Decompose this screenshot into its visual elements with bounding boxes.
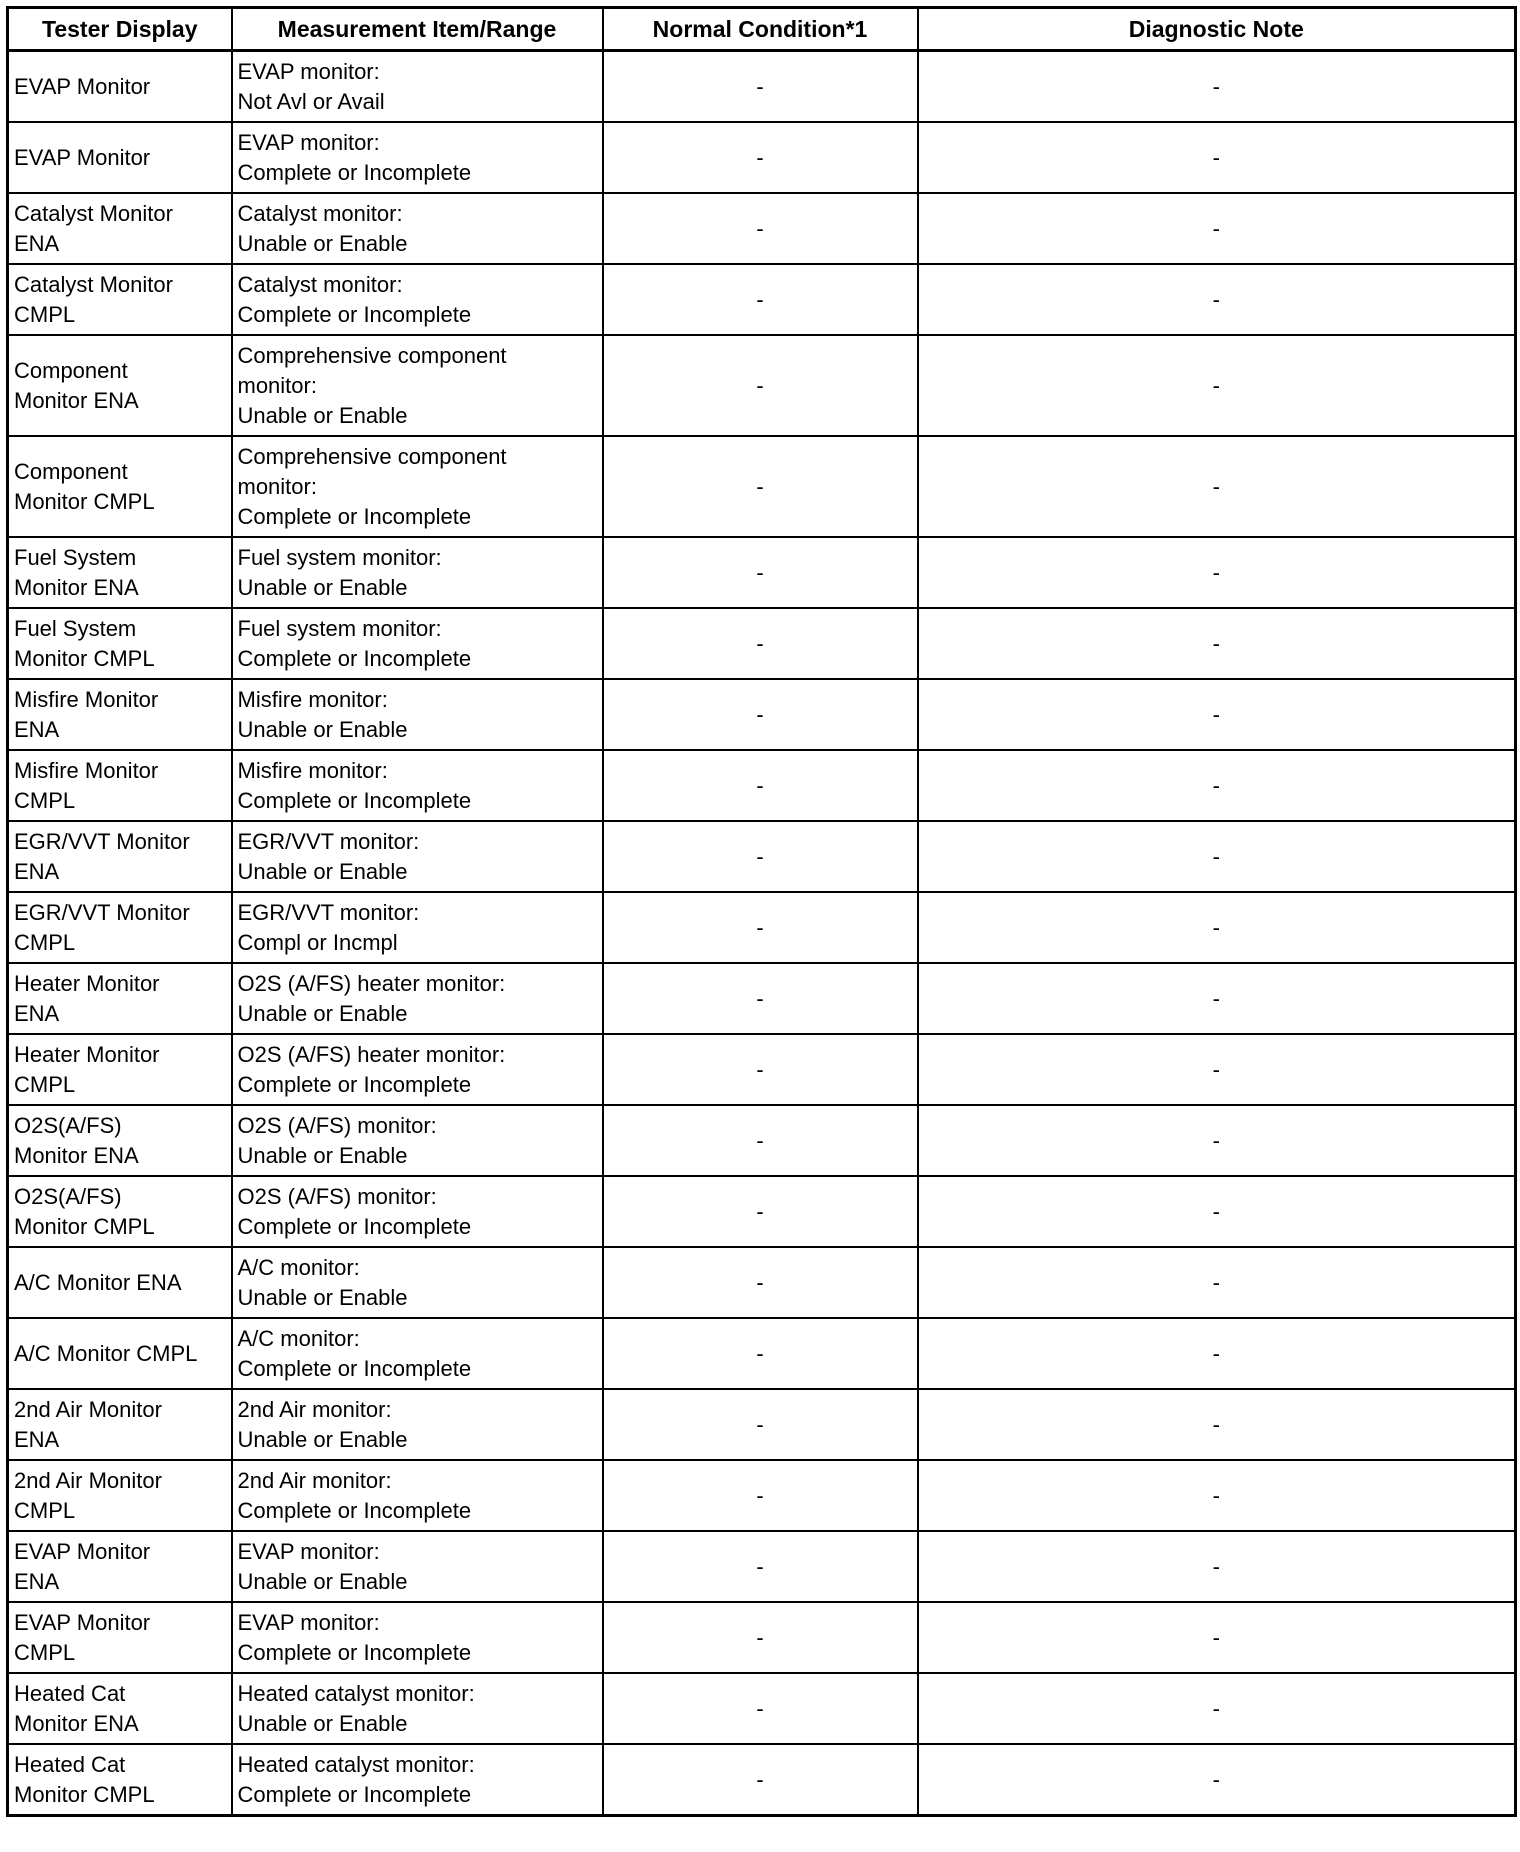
tester-display-cell bbox=[8, 1247, 232, 1318]
normal-condition-cell: - bbox=[603, 1744, 918, 1816]
normal-condition-cell: - bbox=[603, 193, 918, 264]
tester-display-cell bbox=[8, 892, 232, 963]
header-diagnostic-note: Diagnostic Note bbox=[918, 8, 1516, 51]
tester-display-line: O2S(A/FS) bbox=[14, 1112, 122, 1138]
measurement-item-line: Not Avl or Avail bbox=[237, 88, 385, 114]
table-row bbox=[8, 1389, 1516, 1460]
normal-condition-cell: - bbox=[603, 679, 918, 750]
normal-condition-cell: - bbox=[603, 963, 918, 1034]
measurement-item-line: EVAP monitor: bbox=[237, 129, 380, 155]
measurement-item-line: Unable or Enable bbox=[237, 230, 408, 256]
tester-display-cell bbox=[8, 1318, 232, 1389]
tester-display-line: Component bbox=[14, 357, 128, 383]
measurement-item-line: Compl or Incmpl bbox=[237, 929, 398, 955]
normal-condition-cell: - bbox=[603, 1673, 918, 1744]
tester-display-cell bbox=[8, 1034, 232, 1105]
measurement-item-line: 2nd Air monitor: bbox=[237, 1396, 392, 1422]
measurement-item-line: Unable or Enable bbox=[237, 574, 408, 600]
tester-display-line: EVAP Monitor bbox=[14, 1609, 151, 1635]
table-row bbox=[8, 264, 1516, 335]
diagnostic-note-cell: - bbox=[918, 1318, 1516, 1389]
table-row bbox=[8, 1531, 1516, 1602]
table-row bbox=[8, 1744, 1516, 1816]
diagnostic-note-cell: - bbox=[918, 1673, 1516, 1744]
header-measurement-item: Measurement Item/Range bbox=[232, 8, 603, 51]
table-row bbox=[8, 1318, 1516, 1389]
normal-condition-cell: - bbox=[603, 1318, 918, 1389]
diagnostic-note-cell: - bbox=[918, 1460, 1516, 1531]
measurement-item-cell bbox=[232, 1602, 603, 1673]
tester-display-line: Heater Monitor bbox=[14, 970, 160, 996]
table-row bbox=[8, 1247, 1516, 1318]
diagnostic-note-cell: - bbox=[918, 892, 1516, 963]
normal-condition-cell: - bbox=[603, 892, 918, 963]
normal-condition-cell: - bbox=[603, 51, 918, 123]
table-row bbox=[8, 1602, 1516, 1673]
tester-display-line: Monitor ENA bbox=[14, 1142, 139, 1168]
normal-condition-cell: - bbox=[603, 1602, 918, 1673]
tester-display-cell bbox=[8, 436, 232, 537]
measurement-item-line: A/C monitor: bbox=[237, 1254, 360, 1280]
measurement-item-line: Complete or Incomplete bbox=[237, 1781, 472, 1807]
diagnostic-note-cell: - bbox=[918, 122, 1516, 193]
diagnostic-note-cell: - bbox=[918, 264, 1516, 335]
table-body bbox=[8, 51, 1516, 1816]
measurement-item-line: Misfire monitor: bbox=[237, 757, 388, 783]
table-row bbox=[8, 122, 1516, 193]
normal-condition-cell: - bbox=[603, 1531, 918, 1602]
measurement-item-cell bbox=[232, 264, 603, 335]
tester-display-line: ENA bbox=[14, 1568, 60, 1594]
diagnostic-note-cell: - bbox=[918, 51, 1516, 123]
tester-display-line: Heater Monitor bbox=[14, 1041, 160, 1067]
header-normal-condition: Normal Condition*1 bbox=[603, 8, 918, 51]
measurement-item-line: 2nd Air monitor: bbox=[237, 1467, 392, 1493]
normal-condition-cell: - bbox=[603, 1389, 918, 1460]
normal-condition-cell: - bbox=[603, 335, 918, 436]
table-row bbox=[8, 537, 1516, 608]
tester-display-line: CMPL bbox=[14, 301, 76, 327]
tester-display-cell bbox=[8, 608, 232, 679]
measurement-item-cell bbox=[232, 821, 603, 892]
measurement-item-cell bbox=[232, 335, 603, 436]
measurement-item-line: A/C monitor: bbox=[237, 1325, 360, 1351]
diagnostic-note-cell: - bbox=[918, 608, 1516, 679]
tester-display-line: CMPL bbox=[14, 1071, 76, 1097]
tester-display-line: EGR/VVT Monitor bbox=[14, 828, 190, 854]
measurement-item-line: O2S (A/FS) monitor: bbox=[237, 1112, 437, 1138]
measurement-item-line: Complete or Incomplete bbox=[237, 159, 472, 185]
tester-display-line: CMPL bbox=[14, 929, 76, 955]
measurement-item-line: EVAP monitor: bbox=[237, 1538, 380, 1564]
tester-display-line: ENA bbox=[14, 858, 60, 884]
table-row bbox=[8, 1176, 1516, 1247]
diagnostic-note-cell: - bbox=[918, 1105, 1516, 1176]
tester-display-line: EGR/VVT Monitor bbox=[14, 899, 190, 925]
tester-display-line: ENA bbox=[14, 230, 60, 256]
tester-display-line: EVAP Monitor bbox=[14, 73, 151, 99]
diagnostic-note-cell: - bbox=[918, 750, 1516, 821]
normal-condition-cell: - bbox=[603, 436, 918, 537]
tester-display-cell bbox=[8, 1531, 232, 1602]
tester-display-line: A/C Monitor CMPL bbox=[14, 1340, 198, 1366]
tester-display-cell bbox=[8, 51, 232, 123]
tester-display-line: ENA bbox=[14, 1426, 60, 1452]
tester-display-cell bbox=[8, 122, 232, 193]
tester-display-cell bbox=[8, 1673, 232, 1744]
normal-condition-cell: - bbox=[603, 122, 918, 193]
measurement-item-cell bbox=[232, 122, 603, 193]
tester-display-cell bbox=[8, 537, 232, 608]
tester-display-cell bbox=[8, 335, 232, 436]
measurement-item-cell bbox=[232, 892, 603, 963]
measurement-item-cell bbox=[232, 1318, 603, 1389]
tester-display-line: ENA bbox=[14, 1000, 60, 1026]
tester-display-cell bbox=[8, 1389, 232, 1460]
tester-display-line: Monitor CMPL bbox=[14, 488, 155, 514]
tester-display-line: Catalyst Monitor bbox=[14, 271, 173, 297]
measurement-item-line: O2S (A/FS) monitor: bbox=[237, 1183, 437, 1209]
measurement-item-line: monitor: bbox=[237, 372, 317, 398]
measurement-item-line: Unable or Enable bbox=[237, 1000, 408, 1026]
normal-condition-cell: - bbox=[603, 750, 918, 821]
measurement-item-line: O2S (A/FS) heater monitor: bbox=[237, 1041, 506, 1067]
tester-display-line: Catalyst Monitor bbox=[14, 200, 173, 226]
measurement-item-cell bbox=[232, 1460, 603, 1531]
table-row bbox=[8, 1673, 1516, 1744]
measurement-item-cell bbox=[232, 436, 603, 537]
tester-display-line: Fuel System bbox=[14, 544, 137, 570]
tester-display-cell bbox=[8, 1105, 232, 1176]
measurement-item-cell bbox=[232, 51, 603, 123]
header-row bbox=[8, 8, 1516, 51]
tester-display-line: Monitor CMPL bbox=[14, 1213, 155, 1239]
measurement-item-line: EGR/VVT monitor: bbox=[237, 899, 420, 925]
normal-condition-cell: - bbox=[603, 1247, 918, 1318]
tester-display-cell bbox=[8, 679, 232, 750]
tester-display-cell bbox=[8, 264, 232, 335]
measurement-item-line: Complete or Incomplete bbox=[237, 503, 472, 529]
table-row bbox=[8, 335, 1516, 436]
measurement-item-cell bbox=[232, 750, 603, 821]
table-row bbox=[8, 679, 1516, 750]
tester-display-line: ENA bbox=[14, 716, 60, 742]
measurement-item-line: EGR/VVT monitor: bbox=[237, 828, 420, 854]
measurement-item-line: Comprehensive component bbox=[237, 443, 507, 469]
tester-display-cell bbox=[8, 750, 232, 821]
monitor-status-table bbox=[6, 6, 1517, 1817]
tester-display-line: A/C Monitor ENA bbox=[14, 1269, 182, 1295]
measurement-item-line: Comprehensive component bbox=[237, 342, 507, 368]
tester-display-line: Component bbox=[14, 458, 128, 484]
tester-display-cell bbox=[8, 193, 232, 264]
tester-display-line: Misfire Monitor bbox=[14, 757, 159, 783]
table-row bbox=[8, 193, 1516, 264]
measurement-item-line: monitor: bbox=[237, 473, 317, 499]
table-header bbox=[8, 8, 1516, 51]
tester-display-line: CMPL bbox=[14, 1639, 76, 1665]
measurement-item-line: Misfire monitor: bbox=[237, 686, 388, 712]
tester-display-line: Monitor ENA bbox=[14, 387, 139, 413]
measurement-item-cell bbox=[232, 1034, 603, 1105]
measurement-item-line: EVAP monitor: bbox=[237, 58, 380, 84]
measurement-item-line: EVAP monitor: bbox=[237, 1609, 380, 1635]
diagnostic-note-cell: - bbox=[918, 193, 1516, 264]
table-row bbox=[8, 892, 1516, 963]
normal-condition-cell: - bbox=[603, 264, 918, 335]
table-row bbox=[8, 821, 1516, 892]
table-row bbox=[8, 1460, 1516, 1531]
tester-display-line: Monitor CMPL bbox=[14, 645, 155, 671]
measurement-item-line: Unable or Enable bbox=[237, 1142, 408, 1168]
measurement-item-line: Complete or Incomplete bbox=[237, 645, 472, 671]
tester-display-cell bbox=[8, 1176, 232, 1247]
measurement-item-line: Heated catalyst monitor: bbox=[237, 1751, 475, 1777]
measurement-item-line: Complete or Incomplete bbox=[237, 787, 472, 813]
measurement-item-cell bbox=[232, 537, 603, 608]
measurement-item-cell bbox=[232, 1105, 603, 1176]
tester-display-line: O2S(A/FS) bbox=[14, 1183, 122, 1209]
table-row bbox=[8, 750, 1516, 821]
tester-display-cell bbox=[8, 1602, 232, 1673]
table-row bbox=[8, 51, 1516, 123]
tester-display-line: Monitor ENA bbox=[14, 1710, 139, 1736]
tester-display-line: Misfire Monitor bbox=[14, 686, 159, 712]
diagnostic-note-cell: - bbox=[918, 1602, 1516, 1673]
diagnostic-note-cell: - bbox=[918, 335, 1516, 436]
tester-display-line: EVAP Monitor bbox=[14, 1538, 151, 1564]
diagnostic-note-cell: - bbox=[918, 1531, 1516, 1602]
diagnostic-note-cell: - bbox=[918, 1744, 1516, 1816]
measurement-item-line: Catalyst monitor: bbox=[237, 271, 403, 297]
measurement-item-cell bbox=[232, 608, 603, 679]
measurement-item-cell bbox=[232, 1247, 603, 1318]
measurement-item-line: Unable or Enable bbox=[237, 1710, 408, 1736]
normal-condition-cell: - bbox=[603, 821, 918, 892]
diagnostic-note-cell: - bbox=[918, 1176, 1516, 1247]
table-row bbox=[8, 608, 1516, 679]
tester-display-cell bbox=[8, 1744, 232, 1816]
table-row bbox=[8, 1105, 1516, 1176]
measurement-item-line: Complete or Incomplete bbox=[237, 1213, 472, 1239]
normal-condition-cell: - bbox=[603, 1034, 918, 1105]
measurement-item-cell bbox=[232, 679, 603, 750]
measurement-item-line: Complete or Incomplete bbox=[237, 1639, 472, 1665]
tester-display-line: CMPL bbox=[14, 787, 76, 813]
tester-display-line: Monitor ENA bbox=[14, 574, 139, 600]
tester-display-line: Fuel System bbox=[14, 615, 137, 641]
measurement-item-line: Fuel system monitor: bbox=[237, 544, 442, 570]
measurement-item-line: O2S (A/FS) heater monitor: bbox=[237, 970, 506, 996]
measurement-item-line: Complete or Incomplete bbox=[237, 301, 472, 327]
measurement-item-line: Complete or Incomplete bbox=[237, 1355, 472, 1381]
diagnostic-note-cell: - bbox=[918, 436, 1516, 537]
measurement-item-line: Unable or Enable bbox=[237, 402, 408, 428]
header-tester-display: Tester Display bbox=[8, 8, 232, 51]
diagnostic-note-cell: - bbox=[918, 1034, 1516, 1105]
tester-display-line: 2nd Air Monitor bbox=[14, 1467, 162, 1493]
measurement-item-line: Complete or Incomplete bbox=[237, 1497, 472, 1523]
measurement-item-line: Catalyst monitor: bbox=[237, 200, 403, 226]
measurement-item-cell bbox=[232, 1531, 603, 1602]
tester-display-cell bbox=[8, 821, 232, 892]
measurement-item-cell bbox=[232, 1744, 603, 1816]
tester-display-line: CMPL bbox=[14, 1497, 76, 1523]
tester-display-line: Monitor CMPL bbox=[14, 1781, 155, 1807]
tester-display-cell bbox=[8, 1460, 232, 1531]
diagnostic-note-cell: - bbox=[918, 537, 1516, 608]
table-row bbox=[8, 1034, 1516, 1105]
diagnostic-note-cell: - bbox=[918, 1389, 1516, 1460]
measurement-item-line: Heated catalyst monitor: bbox=[237, 1680, 475, 1706]
normal-condition-cell: - bbox=[603, 1176, 918, 1247]
tester-display-line: Heated Cat bbox=[14, 1751, 126, 1777]
measurement-item-line: Fuel system monitor: bbox=[237, 615, 442, 641]
diagnostic-note-cell: - bbox=[918, 821, 1516, 892]
measurement-item-cell bbox=[232, 1389, 603, 1460]
diagnostic-note-cell: - bbox=[918, 679, 1516, 750]
measurement-item-line: Unable or Enable bbox=[237, 1426, 408, 1452]
table-row bbox=[8, 963, 1516, 1034]
tester-display-line: EVAP Monitor bbox=[14, 144, 151, 170]
measurement-item-cell bbox=[232, 963, 603, 1034]
table-row bbox=[8, 436, 1516, 537]
measurement-item-cell bbox=[232, 1176, 603, 1247]
measurement-item-line: Unable or Enable bbox=[237, 1284, 408, 1310]
normal-condition-cell: - bbox=[603, 537, 918, 608]
measurement-item-line: Unable or Enable bbox=[237, 858, 408, 884]
diagnostic-note-cell: - bbox=[918, 1247, 1516, 1318]
normal-condition-cell: - bbox=[603, 608, 918, 679]
measurement-item-line: Unable or Enable bbox=[237, 1568, 408, 1594]
measurement-item-line: Complete or Incomplete bbox=[237, 1071, 472, 1097]
diagnostic-note-cell: - bbox=[918, 963, 1516, 1034]
measurement-item-cell bbox=[232, 193, 603, 264]
measurement-item-cell bbox=[232, 1673, 603, 1744]
normal-condition-cell: - bbox=[603, 1460, 918, 1531]
measurement-item-line: Unable or Enable bbox=[237, 716, 408, 742]
normal-condition-cell: - bbox=[603, 1105, 918, 1176]
tester-display-line: 2nd Air Monitor bbox=[14, 1396, 162, 1422]
tester-display-cell bbox=[8, 963, 232, 1034]
tester-display-line: Heated Cat bbox=[14, 1680, 126, 1706]
